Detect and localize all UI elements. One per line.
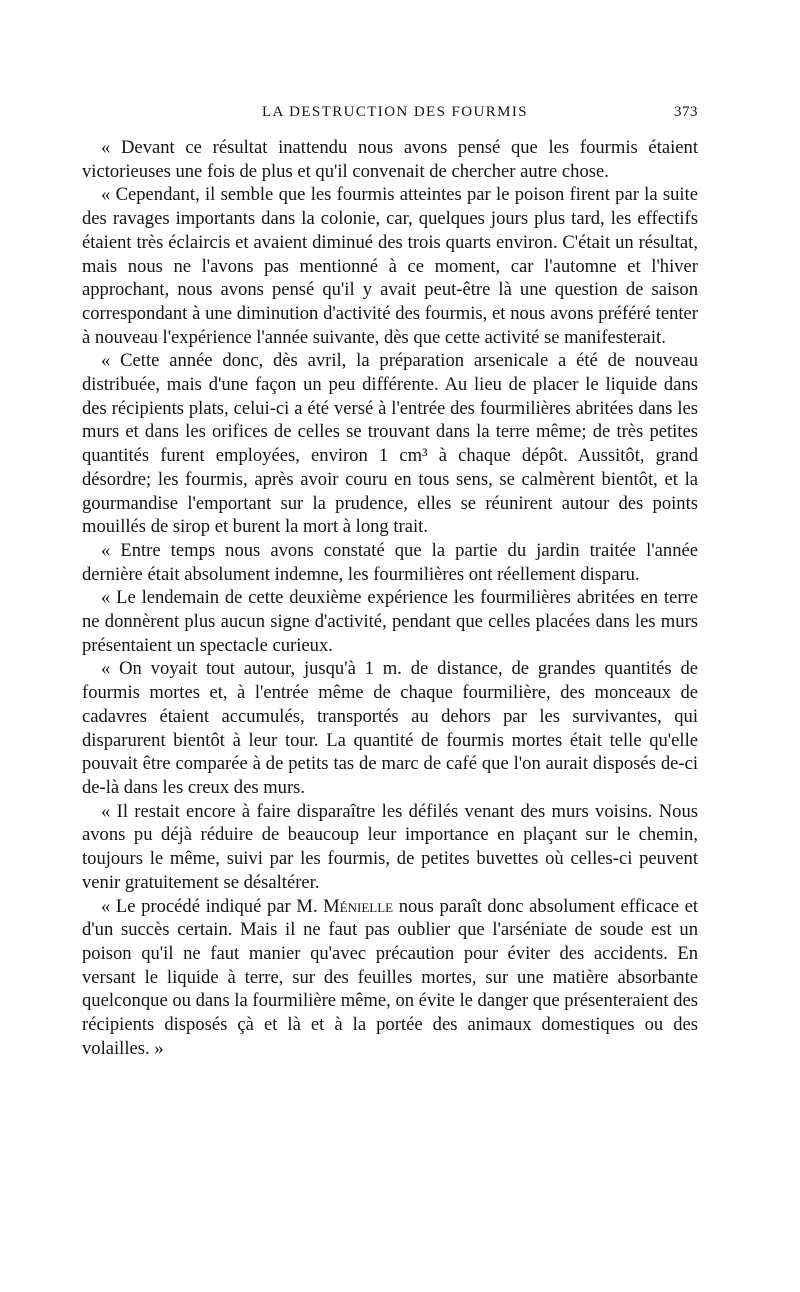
body-text <box>82 136 698 1060</box>
running-header <box>82 104 698 126</box>
paragraph-final-rest: nous paraît donc absolument efficace et d'un succès certain. Mais il ne faut pas oublier que l'arséniate de soude est un poison qu'il ne faut manier qu'avec précaution pour éviter des accidents. En versant le liquide à terre, sur des feuilles mortes, sur une matière absorbante quelconque ou dans la fourmilière même, on évite le danger que présenteraient des récipients disposés çà et là et à la portée des animaux domestiques ou des volailles. » <box>82 895 698 1059</box>
running-title: LA DESTRUCTION DES FOURMIS <box>261 104 528 120</box>
paragraph: « Devant ce résultat inattendu nous avons pensé que les fourmis étaient victorieuses une fois de plus et qu'il convenait de chercher autre chose. <box>82 137 698 182</box>
paragraph: « Entre temps nous avons constaté que la partie du jardin traitée l'année dernière était absolument indemne, les fourmilières ont réellement disparu. <box>82 539 698 585</box>
paragraph: « On voyait tout autour, jusqu'à 1 m. de distance, de grandes quantités de fourmis mortes et, à l'entrée même de chaque fourmilière, des monceaux de cadavres étaient accumulés, transportés au dehors par les survivantes, qui disparurent bientôt à leur tour. La quantité de fourmis mortes était telle qu'elle pouvait être comparée à de petits tas de marc de café que l'on aurait disposés de-ci de-là dans les creux des murs. <box>82 658 698 798</box>
paragraph: « Il restait encore à faire disparaître les défilés venant des murs voisins. Nous avons pu déjà réduire de beaucoup leur importance en plaçant sur le chemin, toujours le même, suivi par les fourmis, de petites buvettes où celles-ci peuvent venir gratuitement se désaltérer. <box>82 800 698 893</box>
paragraph-final-start: « Le procédé indiqué par M. <box>101 895 324 917</box>
page-number: 373 <box>674 104 698 120</box>
paragraph-final <box>82 895 698 1061</box>
paragraph: « Le lendemain de cette deuxième expérience les fourmilières abritées en terre ne donnèrent plus aucun signe d'activité, pendant que celles placées dans les murs présentaient un spectacle curieux. <box>82 587 698 656</box>
paragraph: « Cette année donc, dès avril, la préparation arsenicale a été de nouveau distribuée, mais d'une façon un peu différente. Au lieu de placer le liquide dans des récipients plats, celui-ci a été versé à l'entrée des fourmilières abritées dans les murs et dans les orifices de celles se trouvant dans la terre même; de très petites quantités furent employées, environ 1 cm³ à chaque dépôt. Aussitôt, grand désordre; les fourmis, après avoir couru en tous sens, se calmèrent bientôt, et la gourmandise l'emportant sur la prudence, elles se réunirent autour des points mouillés de sirop et burent la mort à long trait. <box>82 350 698 538</box>
author-name: Ménielle <box>323 895 394 917</box>
paragraph: « Cependant, il semble que les fourmis atteintes par le poison firent par la suite des ravages importants dans la colonie, car, quelques jours plus tard, les effectifs étaient très éclaircis et avaient diminué des trois quarts environ. C'était un résultat, mais nous ne l'avons pas mentionné à ce moment, car l'automne et l'hiver approchant, nous avons pensé qu'il y avait peut-être là une question de saison correspondant à une diminution d'activité des fourmis, et nous avons préféré tenter à nouveau l'expérience l'année suivante, dès que cette activité se manifesterait. <box>82 184 698 348</box>
book-page <box>82 104 698 1060</box>
